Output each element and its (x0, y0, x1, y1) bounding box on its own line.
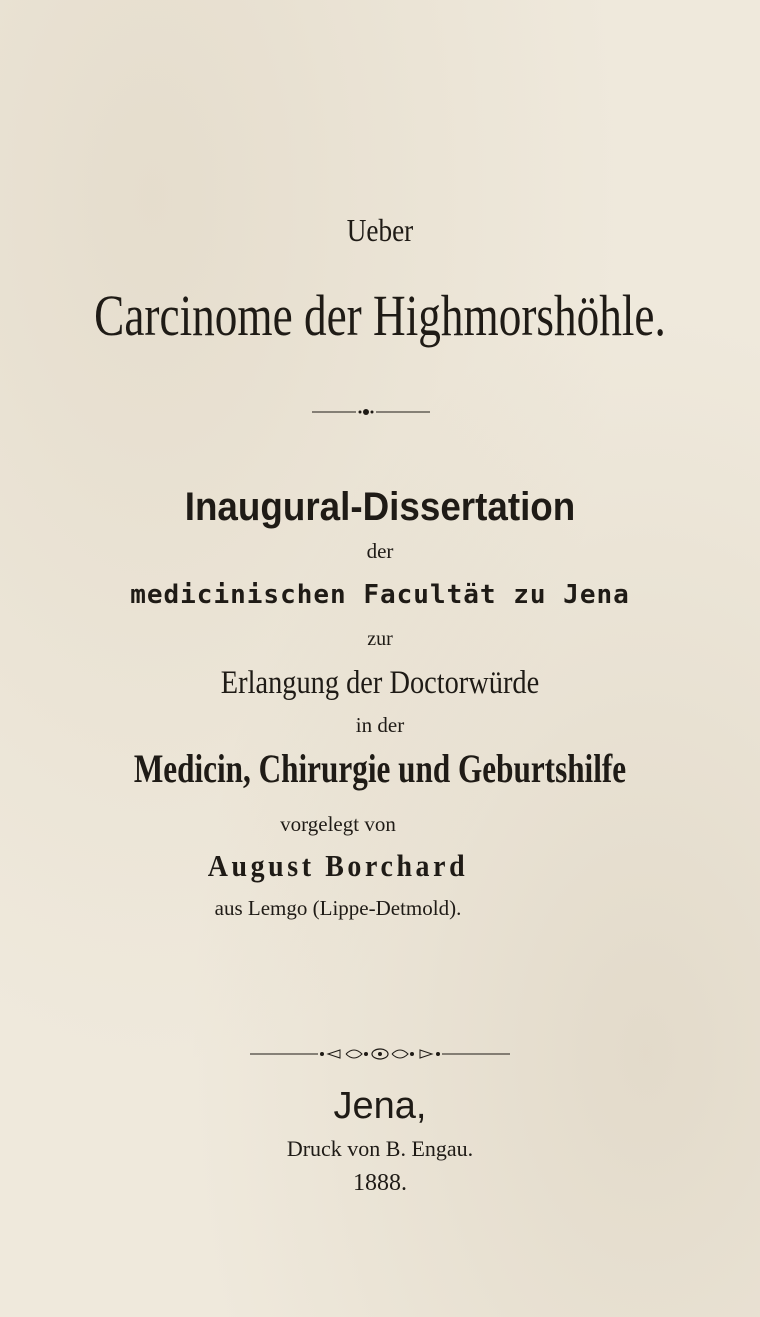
field-line: Medicin, Chirurgie und Geburtshilfe (133, 746, 627, 791)
text-der: der (366, 539, 394, 563)
imprint-year: 1888. (353, 1170, 407, 1196)
faculty-line: medicinischen Facultät zu Jena (130, 580, 630, 610)
text-zur: zur (367, 628, 393, 650)
author-origin: aus Lemgo (Lippe-Detmold). (214, 896, 462, 920)
degree-line: Erlangung der Doctorwürde (220, 665, 540, 701)
pre-title: Ueber (346, 212, 414, 248)
text-in-der: in der (355, 713, 405, 737)
imprint-printer: Druck von B. Engau. (286, 1136, 474, 1161)
imprint-city: Jena, (333, 1085, 427, 1127)
main-title: Carcinome der Highmorshöhle. (94, 283, 666, 348)
ornament-divider-top (0, 402, 760, 422)
presented-by: vorgelegt von (280, 812, 396, 836)
author-name: August Borchard (207, 848, 469, 883)
dissertation-type: Inaugural-Dissertation (184, 485, 576, 529)
ornament-divider-bottom (0, 1042, 760, 1066)
